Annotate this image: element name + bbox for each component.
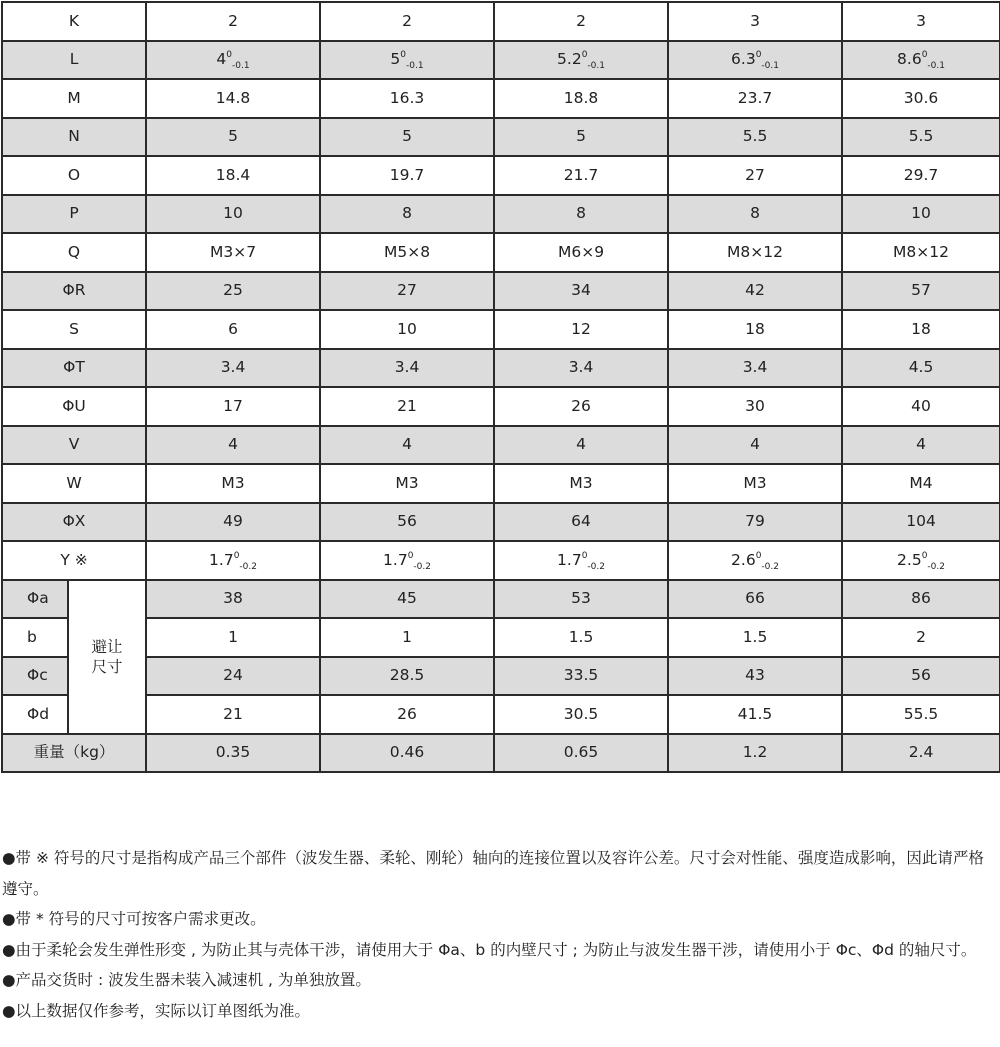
table-row [2, 426, 1000, 465]
value-cell-1: 24 [146, 657, 320, 696]
lower-tolerance: -0.2 [587, 561, 605, 572]
value-base: 4 [216, 50, 227, 68]
value-cell-1 [146, 41, 320, 80]
value-cell-1: 2 [146, 2, 320, 41]
value-cell-4: 27 [668, 156, 842, 195]
value-cell-4: 43 [668, 657, 842, 696]
table-row [2, 387, 1000, 426]
value-cell-1: 6 [146, 310, 320, 349]
lower-tolerance: -0.1 [587, 61, 605, 71]
value-cell-1: 0.35 [146, 734, 320, 773]
value-cell-2: 27 [320, 272, 494, 311]
value-cell-5: 2 [842, 618, 1000, 657]
value-cell-2: 10 [320, 310, 494, 349]
value-cell-3 [494, 541, 668, 580]
value-cell-2: 21 [320, 387, 494, 426]
value-cell-3: 8 [494, 195, 668, 234]
value-cell-3 [494, 41, 668, 80]
row-label: Φc [2, 657, 68, 696]
row-label: Φa [2, 580, 68, 619]
note-5: ●以上数据仅作参考，实际以订单图纸为准。 [2, 1001, 311, 1020]
value-cell-4 [668, 541, 842, 580]
row-label: K [2, 2, 146, 41]
lower-tolerance: -0.2 [761, 561, 779, 572]
table-row [2, 349, 1000, 388]
row-label: b [2, 618, 68, 657]
row-label: W [2, 464, 146, 503]
lower-tolerance: -0.2 [413, 561, 431, 572]
table-row [2, 118, 1000, 157]
value-cell-5: 55.5 [842, 695, 1000, 734]
lower-tolerance: -0.1 [406, 61, 424, 71]
row-label: N [2, 118, 146, 157]
value-cell-5: 40 [842, 387, 1000, 426]
clearance-dimensions-label [68, 580, 146, 734]
value-cell-2 [320, 41, 494, 80]
row-label: O [2, 156, 146, 195]
table-row [2, 195, 1000, 234]
value-cell-2: M5×8 [320, 233, 494, 272]
value-cell-5: 104 [842, 503, 1000, 542]
note-4: ●产品交货时 : 波发生器未装入减速机 , 为单独放置。 [2, 971, 371, 989]
lower-tolerance: -0.1 [232, 61, 250, 71]
upper-tolerance: 0 [921, 550, 928, 561]
value-cell-2: 16.3 [320, 79, 494, 118]
value-cell-4: 79 [668, 503, 842, 542]
value-cell-1: 18.4 [146, 156, 320, 195]
table-row [2, 580, 1000, 619]
value-cell-1: 38 [146, 580, 320, 619]
value-base: 1.7 [383, 550, 408, 569]
value-cell-1: 21 [146, 695, 320, 734]
value-cell-4 [668, 41, 842, 80]
value-cell-5: M8×12 [842, 233, 1000, 272]
value-base: 5 [390, 50, 401, 68]
value-cell-5 [842, 41, 1000, 80]
note-1: ●带 ※ 符号的尺寸是指构成产品三个部件（波发生器、柔轮、刚轮）轴向的连接位置以及容许公差。尺寸会对性能、强度造成影响，因此请严格遵守。 [2, 849, 984, 898]
value-cell-1: 10 [146, 195, 320, 234]
lower-tolerance: -0.1 [761, 61, 779, 71]
value-base: 1.7 [209, 550, 234, 569]
value-cell-5: 10 [842, 195, 1000, 234]
clearance-label-line-1: 避让 [91, 637, 123, 656]
row-label: ΦX [2, 503, 146, 542]
value-cell-3: 12 [494, 310, 668, 349]
value-cell-5: 30.6 [842, 79, 1000, 118]
row-label: 重量（kg） [2, 734, 146, 773]
upper-tolerance: 0 [407, 550, 414, 561]
value-cell-3: 33.5 [494, 657, 668, 696]
value-cell-4: 18 [668, 310, 842, 349]
table-row [2, 272, 1000, 311]
value-cell-1: M3 [146, 464, 320, 503]
value-cell-1: 14.8 [146, 79, 320, 118]
table-row [2, 156, 1000, 195]
value-cell-4: 5.5 [668, 118, 842, 157]
value-base: 1.7 [557, 550, 582, 569]
value-cell-3: M3 [494, 464, 668, 503]
row-label: Φd [2, 695, 68, 734]
value-cell-2: 8 [320, 195, 494, 234]
value-base: 8.6 [897, 50, 922, 68]
value-cell-2: 19.7 [320, 156, 494, 195]
row-label: V [2, 426, 146, 465]
table-row [2, 657, 1000, 696]
value-cell-4: 66 [668, 580, 842, 619]
weight-row [2, 734, 1000, 773]
value-cell-5: M4 [842, 464, 1000, 503]
value-cell-5: 57 [842, 272, 1000, 311]
value-cell-5: 5.5 [842, 118, 1000, 157]
upper-tolerance: 0 [400, 50, 407, 60]
value-cell-1: 17 [146, 387, 320, 426]
value-cell-3: 21.7 [494, 156, 668, 195]
note-2: ●带 * 符号的尺寸可按客户需求更改。 [2, 910, 266, 928]
lower-tolerance: -0.2 [927, 561, 945, 572]
row-label: M [2, 79, 146, 118]
value-cell-3: 2 [494, 2, 668, 41]
value-cell-5: 18 [842, 310, 1000, 349]
lower-tolerance: -0.2 [239, 561, 257, 572]
row-label: ΦU [2, 387, 146, 426]
value-cell-2: 2 [320, 2, 494, 41]
value-cell-4: 1.2 [668, 734, 842, 773]
row-label: ΦR [2, 272, 146, 311]
lower-tolerance: -0.1 [927, 61, 945, 71]
value-cell-4: M3 [668, 464, 842, 503]
value-cell-1: 49 [146, 503, 320, 542]
value-base: 2.5 [897, 550, 922, 569]
value-cell-3: 30.5 [494, 695, 668, 734]
value-cell-2: 28.5 [320, 657, 494, 696]
upper-tolerance: 0 [226, 50, 233, 60]
value-cell-5: 3 [842, 2, 1000, 41]
value-base: 2.6 [731, 550, 756, 569]
row-label: Y ※ [2, 541, 146, 580]
value-cell-3: 53 [494, 580, 668, 619]
value-cell-1: M3×7 [146, 233, 320, 272]
value-cell-5 [842, 541, 1000, 580]
value-cell-3: 34 [494, 272, 668, 311]
upper-tolerance: 0 [921, 50, 928, 60]
row-label: S [2, 310, 146, 349]
row-label: L [2, 41, 146, 80]
value-cell-2 [320, 541, 494, 580]
table-row [2, 310, 1000, 349]
value-cell-3: 5 [494, 118, 668, 157]
value-cell-1: 25 [146, 272, 320, 311]
upper-tolerance: 0 [755, 50, 762, 60]
value-cell-3: 4 [494, 426, 668, 465]
value-cell-2: 26 [320, 695, 494, 734]
value-base: 6.3 [731, 50, 756, 68]
value-cell-5: 86 [842, 580, 1000, 619]
value-cell-3: 64 [494, 503, 668, 542]
value-cell-4: 3.4 [668, 349, 842, 388]
value-cell-1: 5 [146, 118, 320, 157]
value-cell-4: 1.5 [668, 618, 842, 657]
spec-table [1, 1, 1000, 773]
note-3: ●由于柔轮会发生弹性形变 , 为防止其与壳体干涉，请使用大于 Φa、b 的内壁尺寸 ; 为防止与波发生器干涉，请使用小于 Φc、Φd 的轴尺寸。 [2, 940, 977, 959]
value-cell-2: 56 [320, 503, 494, 542]
value-cell-2: 3.4 [320, 349, 494, 388]
value-cell-4: 8 [668, 195, 842, 234]
value-cell-1 [146, 541, 320, 580]
value-cell-5: 4.5 [842, 349, 1000, 388]
value-cell-5: 2.4 [842, 734, 1000, 773]
value-cell-3: M6×9 [494, 233, 668, 272]
table-row [2, 79, 1000, 118]
value-cell-3: 26 [494, 387, 668, 426]
row-label: ΦT [2, 349, 146, 388]
table-row [2, 2, 1000, 41]
table-row [2, 233, 1000, 272]
value-cell-1: 4 [146, 426, 320, 465]
value-cell-2: 45 [320, 580, 494, 619]
notes-section [2, 843, 998, 1026]
value-cell-3: 3.4 [494, 349, 668, 388]
value-cell-4: 3 [668, 2, 842, 41]
value-cell-5: 56 [842, 657, 1000, 696]
value-cell-2: 1 [320, 618, 494, 657]
value-cell-2: 5 [320, 118, 494, 157]
table-row [2, 541, 1000, 580]
value-cell-4: 42 [668, 272, 842, 311]
table-row [2, 464, 1000, 503]
value-cell-4: 4 [668, 426, 842, 465]
row-label: Q [2, 233, 146, 272]
clearance-label-line-2: 尺寸 [91, 657, 123, 676]
value-cell-1: 1 [146, 618, 320, 657]
value-cell-4: 41.5 [668, 695, 842, 734]
upper-tolerance: 0 [581, 550, 588, 561]
value-cell-1: 3.4 [146, 349, 320, 388]
upper-tolerance: 0 [581, 50, 588, 60]
value-cell-2: 4 [320, 426, 494, 465]
value-cell-3: 0.65 [494, 734, 668, 773]
value-base: 5.2 [557, 50, 582, 68]
upper-tolerance: 0 [755, 550, 762, 561]
value-cell-5: 4 [842, 426, 1000, 465]
row-label: P [2, 195, 146, 234]
spec-table-body [2, 2, 1000, 772]
value-cell-3: 18.8 [494, 79, 668, 118]
value-cell-5: 29.7 [842, 156, 1000, 195]
value-cell-4: M8×12 [668, 233, 842, 272]
value-cell-4: 30 [668, 387, 842, 426]
table-row [2, 618, 1000, 657]
value-cell-2: M3 [320, 464, 494, 503]
table-row [2, 503, 1000, 542]
value-cell-3: 1.5 [494, 618, 668, 657]
value-cell-4: 23.7 [668, 79, 842, 118]
table-row [2, 41, 1000, 80]
upper-tolerance: 0 [233, 550, 240, 561]
value-cell-2: 0.46 [320, 734, 494, 773]
table-row [2, 695, 1000, 734]
